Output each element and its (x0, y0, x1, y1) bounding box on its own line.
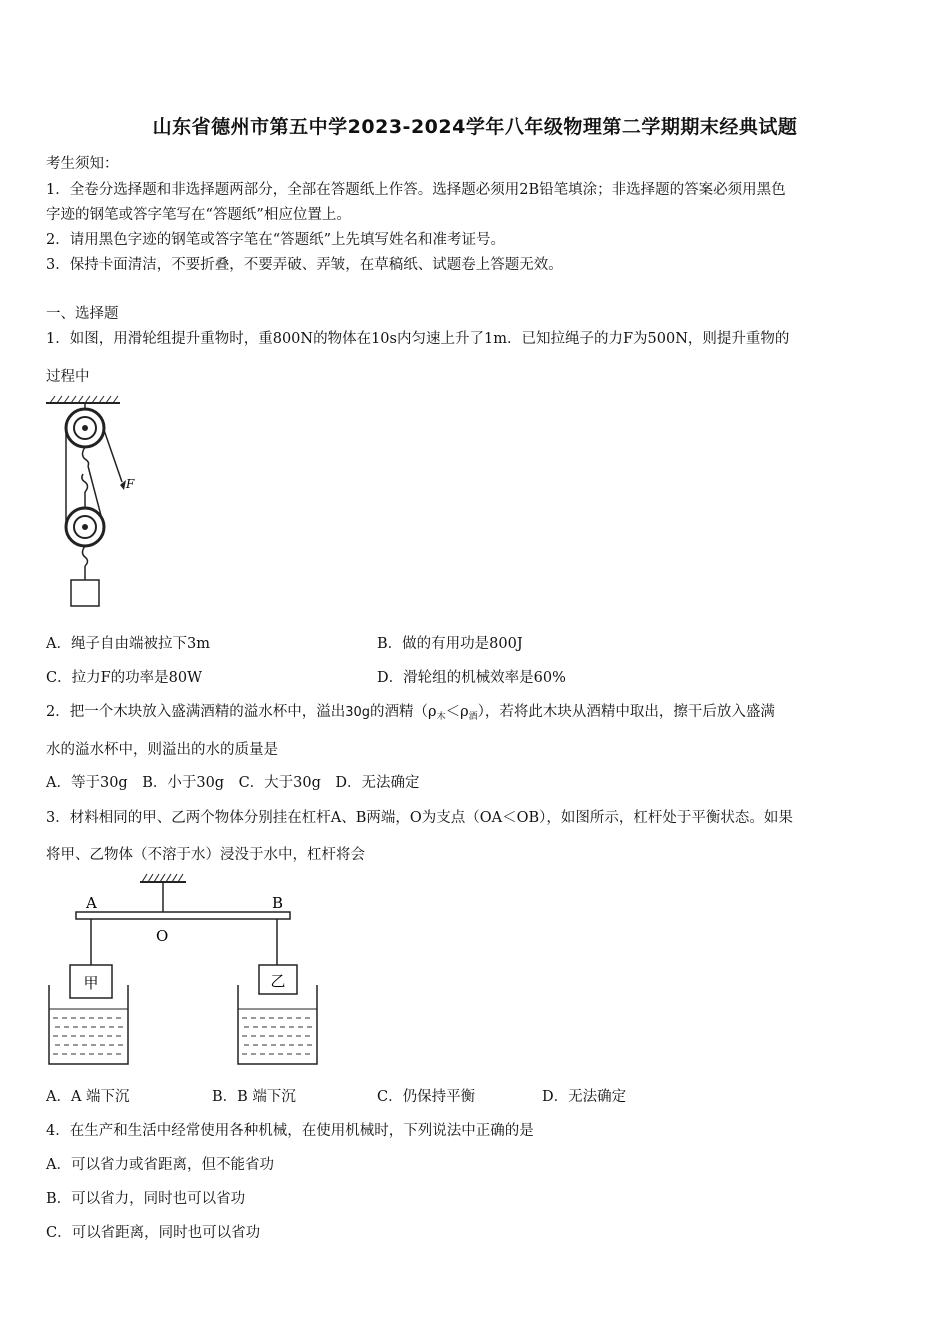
notice-item-2: 2．请用黑色字迹的钢笔或答字笔在“答题纸”上先填写姓名和准考证号。 (46, 232, 506, 248)
q1-stem-line-2: 过程中 (46, 369, 90, 385)
q3-option-a[interactable]: A．A 端下沉 (46, 1089, 130, 1105)
q4-option-c[interactable]: C．可以省距离，同时也可以省功 (46, 1225, 261, 1241)
lever-diagram (40, 868, 340, 1073)
q2-stem-part-a: 2．把一个木块放入盛满酒精的溢水杯中，溢出 (46, 704, 346, 720)
exam-title: 山东省德州市第五中学2023-2024学年八年级物理第二学期期末经典试题 (152, 116, 798, 138)
q2-density-subscript-wood: 木 (436, 712, 446, 722)
q1-option-a[interactable]: A．绳子自由端被拉下3m (46, 636, 210, 652)
q2-stem-part-c: 的酒精（ρ (370, 704, 437, 720)
notice-item-1-line-1: 1．全卷分选择题和非选择题两部分，全部在答题纸上作答。选择题必须用2B铅笔填涂；非选择题的答案必须用黑色 (46, 182, 786, 198)
lever-label-b: B (272, 894, 284, 912)
notice-heading: 考生须知： (46, 156, 119, 172)
q3-option-c[interactable]: C．仍保持平衡 (377, 1089, 476, 1105)
q2-stem-line-2: 水的溢水杯中，则溢出的水的质量是 (46, 742, 278, 758)
q4-stem: 4．在生产和生活中经常使用各种机械，在使用机械时，下列说法中正确的是 (46, 1123, 534, 1139)
q4-option-b[interactable]: B．可以省力，同时也可以省功 (46, 1191, 246, 1207)
lever-label-a: A (86, 894, 97, 912)
section-heading: 一、选择题 (46, 306, 119, 322)
q1-option-d[interactable]: D．滑轮组的机械效率是60% (377, 670, 566, 686)
lever-label-o: O (156, 927, 169, 945)
q1-option-b[interactable]: B．做的有用功是800J (377, 636, 523, 652)
q4-option-a[interactable]: A．可以省力或省距离，但不能省功 (46, 1157, 274, 1173)
q2-stem-part-d: ＜ρ (445, 704, 469, 720)
notice-item-3: 3．保持卡面清洁，不要折叠，不要弄破、弄皱，在草稿纸、试题卷上答题无效。 (46, 257, 563, 273)
q1-option-c[interactable]: C．拉力F的功率是80W (46, 670, 203, 686)
q3-option-b[interactable]: B．B 端下沉 (212, 1089, 296, 1105)
pulley-diagram (40, 390, 150, 615)
q2-stem-part-e: ），若将此木块从酒精中取出，擦干后放入盛满 (477, 704, 775, 720)
q1-stem-line-1: 1．如图，用滑轮组提升重物时，重800N的物体在10s内匀速上升了1m．已知拉绳子的力F为500N，则提升重物的 (46, 331, 790, 347)
force-label: F (126, 477, 135, 491)
q2-mass-value: 30g (345, 705, 371, 720)
object-jia-label: 甲 (83, 974, 99, 992)
q3-option-d[interactable]: D．无法确定 (542, 1089, 627, 1105)
q3-stem-line-1: 3．材料相同的甲、乙两个物体分别挂在杠杆A、B两端，O为支点（OA＜OB），如图所示，杠杆处于平衡状态。如果 (46, 810, 793, 826)
q2-density-subscript-alcohol: 酒 (468, 712, 478, 722)
object-yi-label: 乙 (270, 972, 286, 990)
notice-item-1-line-2: 字迹的钢笔或答字笔写在“答题纸”相应位置上。 (46, 207, 351, 223)
q2-stem-line-1 (46, 700, 775, 722)
q2-options[interactable]: A．等于30g B．小于30g C．大于30g D．无法确定 (46, 775, 420, 791)
q3-stem-line-2: 将甲、乙物体（不溶于水）浸没于水中，杠杆将会 (46, 847, 365, 863)
